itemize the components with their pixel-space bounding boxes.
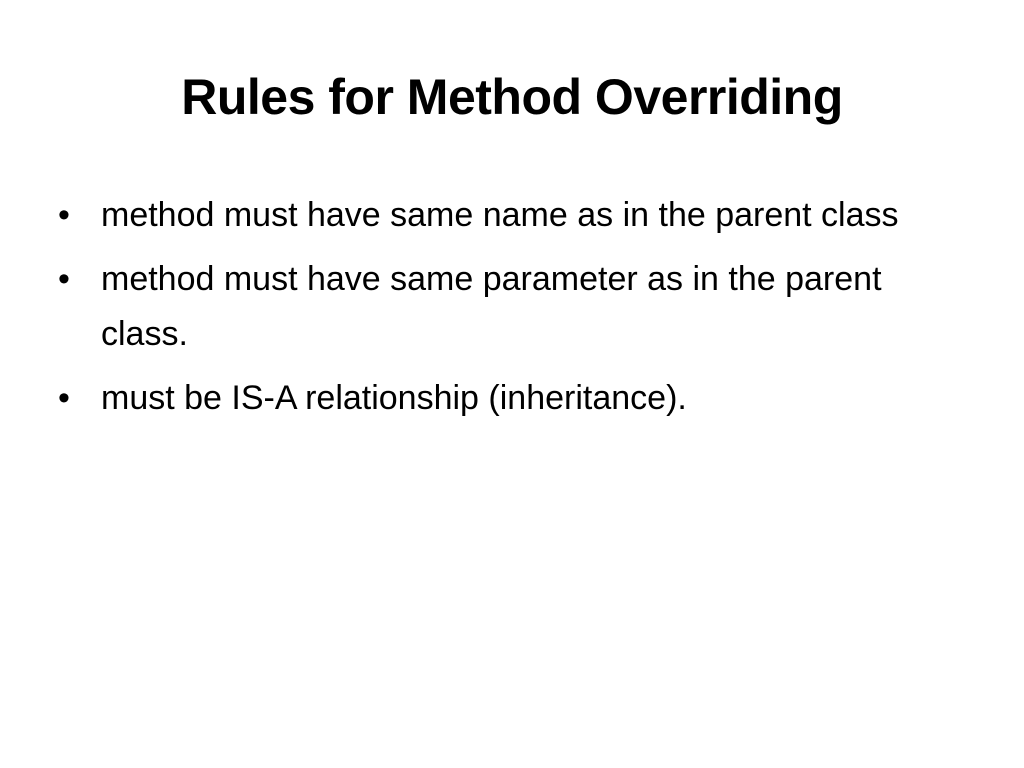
bullet-item [58, 188, 958, 243]
bullet-marker: • [58, 196, 70, 234]
slide-title: Rules for Method Overriding [181, 69, 843, 125]
bullet-text: method must have same parameter as in the parent class. [101, 260, 882, 353]
bullet-list [58, 188, 958, 435]
bullet-text: must be IS-A relationship (inheritance). [101, 379, 687, 417]
bullet-text: method must have same name as in the parent class [101, 196, 899, 234]
bullet-item [58, 252, 958, 362]
bullet-marker: • [58, 379, 70, 417]
bullet-marker: • [58, 260, 70, 298]
bullet-item [58, 371, 958, 426]
